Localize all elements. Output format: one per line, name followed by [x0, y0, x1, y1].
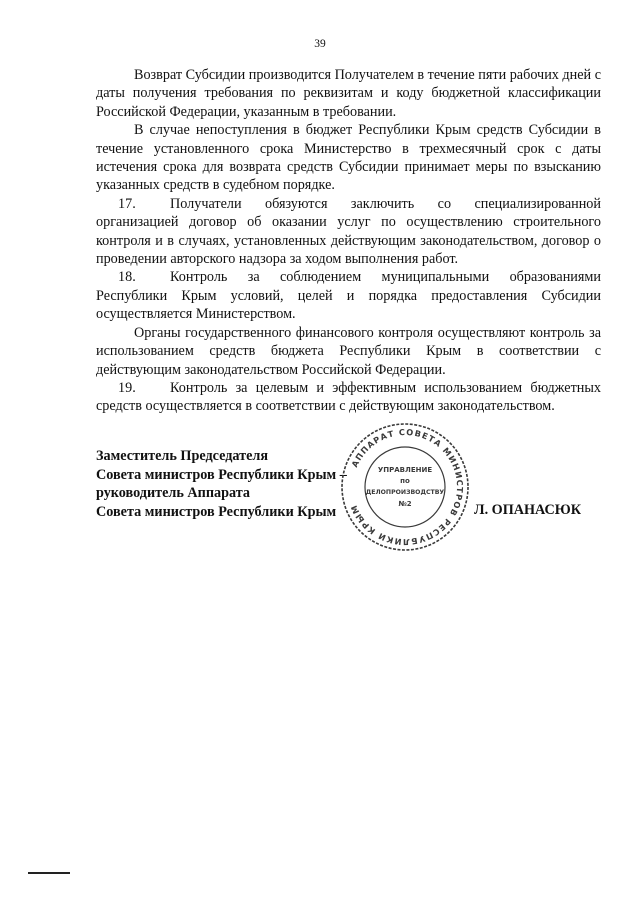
paragraph-number: 17.	[118, 195, 136, 212]
paragraph-19	[96, 379, 601, 416]
paragraph-financial-control	[96, 324, 601, 379]
stamp-ring-text	[348, 427, 465, 547]
paragraph-text: Органы государственного финансового контроля осуществляют контроль за использованием средств бюджета Республики Крым в соответствии с действующим законодательством Российской Федерации.	[96, 324, 601, 378]
page-number: 39	[314, 38, 326, 50]
stamp-outer-ring	[342, 424, 468, 550]
paragraph-number: 19.	[118, 379, 136, 396]
paragraph-subsidy-return	[96, 66, 601, 121]
paragraph-nonreceipt	[96, 121, 601, 195]
paragraph-text: Возврат Субсидии производится Получателем в течение пяти рабочих дней с даты получения требования по реквизитам и коду бюджетной классификации Российской Федерации, указанным в требовании.	[96, 67, 601, 120]
paragraph-17	[96, 195, 601, 269]
official-stamp	[338, 420, 472, 554]
paragraph-18	[96, 268, 601, 323]
paragraph-text: В случае непоступления в бюджет Республики Крым средств Субсидии в течение установленного срока Министерство в трехмесячный срок с даты истечения срока для возврата средств Субсидии принимает меры по взысканию указанных средств в судебном порядке.	[96, 122, 601, 194]
signer-title-line: Совета министров Республики Крым –	[96, 466, 347, 483]
paragraph-text: Контроль за соблюдением муниципальными образованиями Республики Крым условий, целей и порядка предоставления Субсидии осуществляется Министерством.	[96, 269, 601, 323]
signer-name: Л. ОПАНАСЮК	[474, 502, 582, 518]
paragraph-text: Получатели обязуются заключить со специализированной организацией договор об оказании услуг по осуществлению строительного контроля и в случаях, установленных действующим законодательством, договор о проведении авторского надзора за ходом выполнения работ.	[96, 195, 601, 268]
footer-mark	[28, 872, 70, 874]
stamp-inner-ring	[365, 447, 445, 527]
stamp-ring-textpath: АППАРАТ СОВЕТА МИНИСТРОВ РЕСПУБЛИКИ КРЫМ	[348, 426, 466, 548]
stamp-line: УПРАВЛЕНИЕ	[377, 466, 433, 474]
stamp-line: по	[400, 477, 410, 485]
document-body	[96, 66, 601, 416]
signer-title-line: руководитель Аппарата	[96, 485, 250, 502]
signer-title-line: Заместитель Председателя	[96, 448, 269, 464]
signature-block	[96, 447, 347, 521]
paragraph-number: 18.	[118, 269, 136, 286]
stamp-line: №2	[398, 500, 412, 508]
signer-title-line: Совета министров Республики Крым	[96, 503, 337, 520]
paragraph-text: Контроль за целевым и эффективным использованием бюджетных средств осуществляется в соответствии с действующим законодательством.	[96, 379, 601, 415]
stamp-line: ДЕЛОПРОИЗВОДСТВУ	[365, 489, 445, 496]
